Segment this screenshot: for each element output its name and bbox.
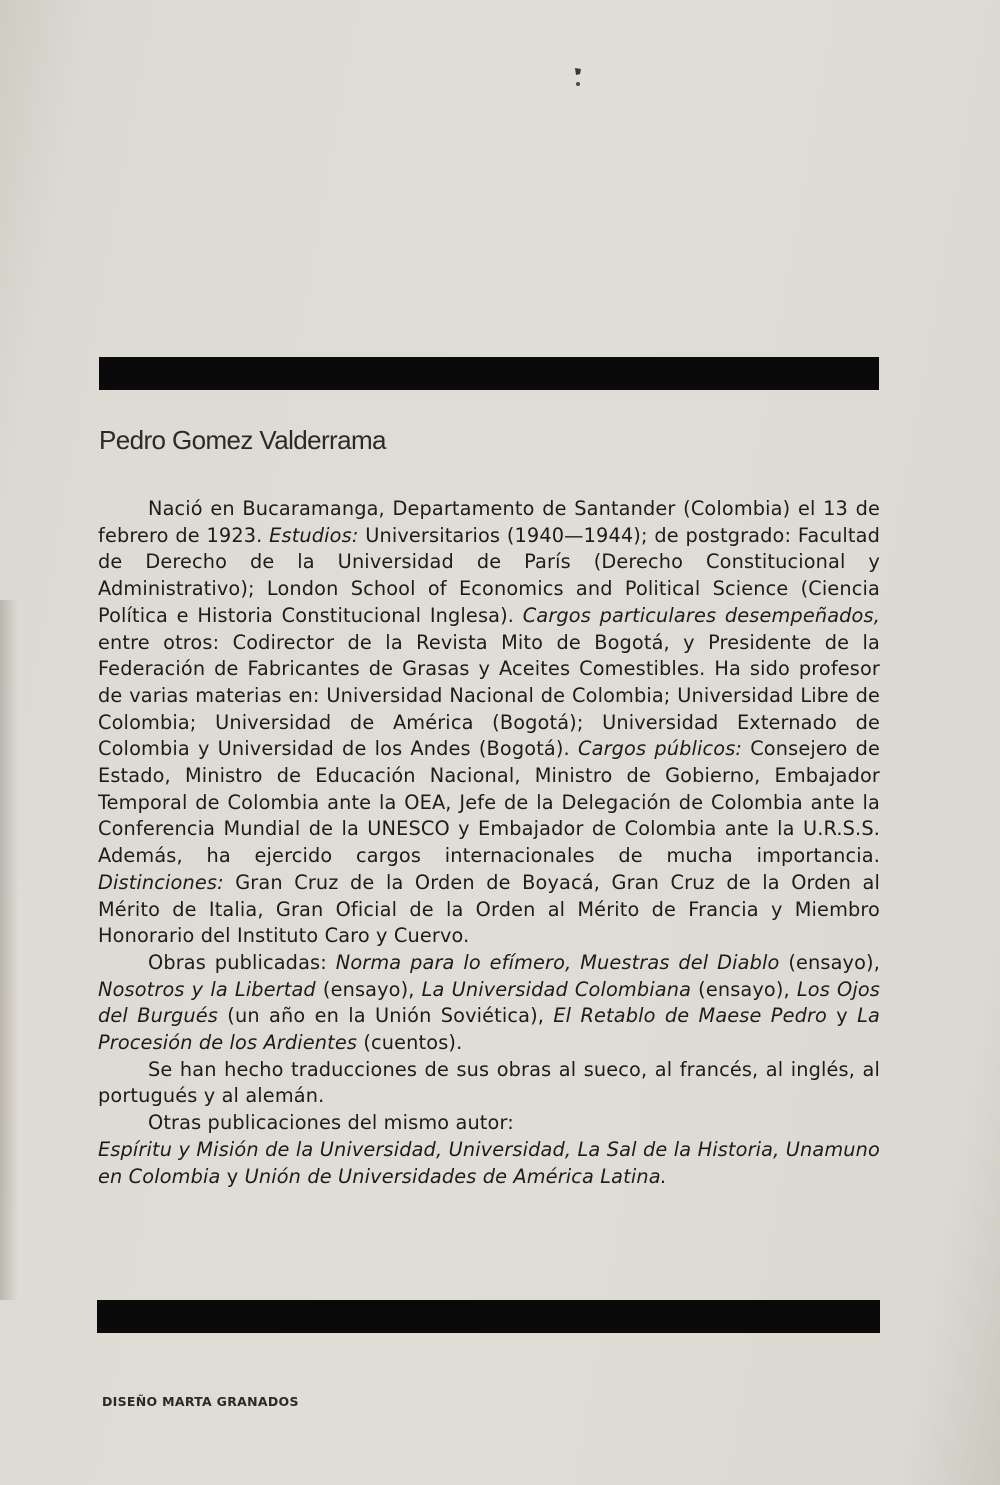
- italic-text-run: Unión de Universidades de América Latina.: [244, 1164, 667, 1188]
- italic-text-run: La Procesión de los Ardientes: [98, 1004, 881, 1055]
- text-run: Nació en Bucaramanga, Departamento de Santander (Colombia) el 13 de febrero de 1923.: [98, 497, 880, 547]
- bio-paragraph-1: [98, 496, 880, 950]
- italic-text-run: Distinciones:: [98, 870, 224, 894]
- top-black-bar: [99, 357, 879, 390]
- text-run: (cuentos).: [357, 1031, 463, 1055]
- text-run: Consejero de Estado, Ministro de Educación Nacional, Ministro de Gobierno, Embajador Temporal de Colombia ante la OEA, Jefe de la Delegación de Colombia ante la Conferencia Mundial de la UNESCO y Embajador de Colombia ante la U.R.S.S. Además, ha ejercido cargos internacionales de mucha importancia.: [98, 737, 881, 868]
- text-run: Se han hecho traducciones de sus obras al sueco, al francés, al inglés, al portugués y al alemán.: [98, 1057, 880, 1108]
- italic-text-run: Espíritu y Misión de la Universidad, Universidad, La Sal de la Historia, Unamuno en Colombia: [98, 1137, 880, 1188]
- text-run: Otras publicaciones del mismo autor:: [148, 1111, 514, 1135]
- text-run: y: [827, 1004, 858, 1028]
- page-edge-shadow: [0, 600, 18, 1300]
- italic-text-run: Estudios:: [269, 523, 359, 547]
- text-run: (ensayo),: [779, 950, 880, 974]
- text-run: Obras publicadas:: [148, 950, 336, 974]
- italic-text-run: Los Ojos del Burgués: [98, 977, 880, 1028]
- author-biography: [98, 496, 880, 1190]
- italic-text-run: Nosotros y la Libertad: [98, 977, 316, 1001]
- text-run: Universitarios (1940—1944); de postgrado: Facultad de Derecho de la Universidad de París (Derecho Constitucional y Administrativo); London School of Economics and Political Science (Ciencia Política e Historia Constitucional Inglesa).: [98, 523, 880, 627]
- bio-paragraph-4: [98, 1110, 880, 1137]
- text-run: y: [220, 1164, 245, 1188]
- bio-paragraph-3: [98, 1057, 880, 1110]
- text-run: (un año en la Unión Soviética),: [218, 1004, 554, 1028]
- italic-text-run: Norma para lo efímero, Muestras del Diablo: [335, 950, 780, 974]
- ink-speck-mark: [573, 66, 583, 88]
- text-run: entre otros: Codirector de la Revista Mito de Bogotá, y Presidente de la Federación de Fabricantes de Grasas y Aceites Comestibles. Ha sido profesor de varias materias en: Universidad Nacional de Colombia; Universidad Libre de Colombia; Universidad de América (Bogotá); Universidad Externado de Colombia y Universidad de los Andes (Bogotá).: [98, 630, 880, 761]
- design-credit: DISEÑO MARTA GRANADOS: [102, 1394, 299, 1409]
- author-name: Pedro Gomez Valderrama: [99, 425, 386, 455]
- italic-text-run: La Universidad Colombiana: [421, 977, 692, 1001]
- text-run: Gran Cruz de la Orden de Boyacá, Gran Cruz de la Orden al Mérito de Italia, Gran Oficial de la Orden al Mérito de Francia y Miembro Honorario del Instituto Caro y Cuervo.: [98, 870, 880, 948]
- bio-paragraph-2: [98, 950, 880, 1057]
- bio-paragraph-5: [98, 1137, 880, 1190]
- text-run: (ensayo),: [315, 977, 422, 1001]
- bottom-black-bar: [97, 1300, 880, 1333]
- text-run: (ensayo),: [691, 977, 797, 1001]
- italic-text-run: Cargos particulares desempeñados,: [522, 603, 880, 627]
- italic-text-run: Cargos públicos:: [578, 737, 743, 761]
- italic-text-run: El Retablo de Maese Pedro: [553, 1004, 827, 1028]
